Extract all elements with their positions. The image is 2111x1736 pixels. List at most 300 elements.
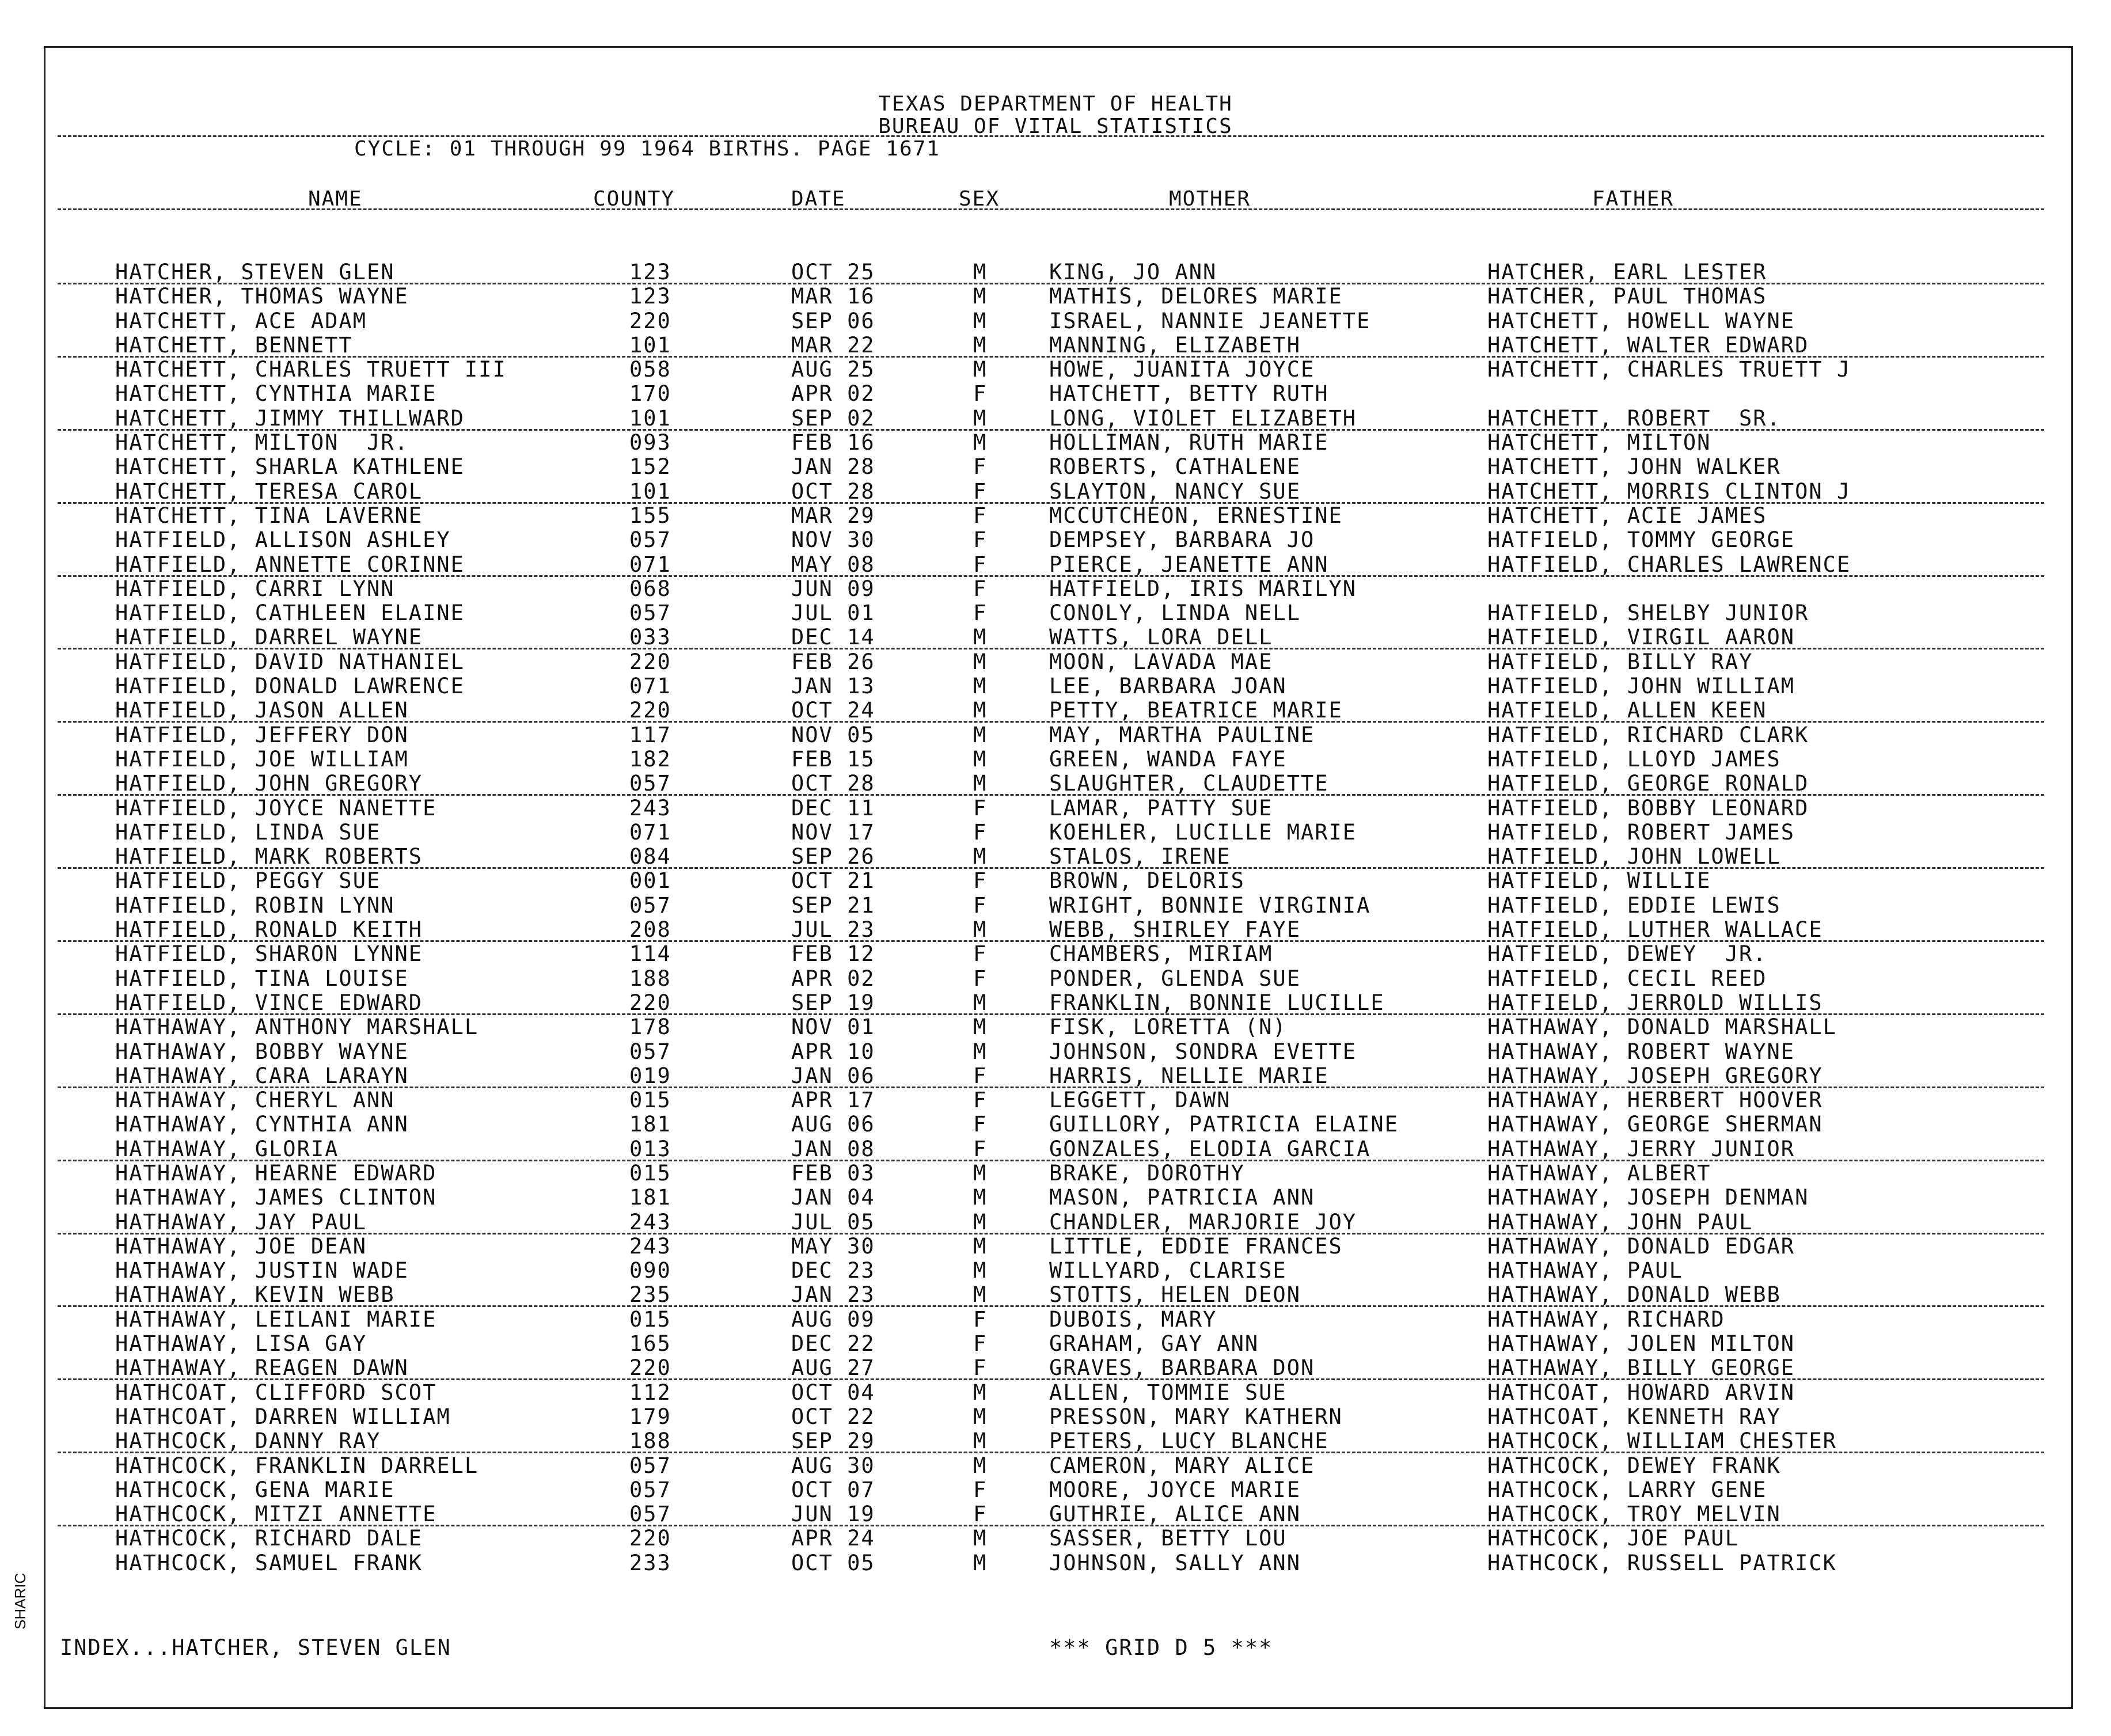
table-row [0, 602, 2111, 626]
table-row [0, 967, 2111, 992]
record-sex: M [973, 260, 988, 284]
record-father: HATHCOCK, RUSSELL PATRICK [1487, 1550, 1837, 1575]
record-county: 165 [629, 1331, 671, 1357]
record-sex: M [973, 771, 988, 796]
record-father: HATHCOCK, TROY MELVIN [1487, 1502, 1781, 1527]
record-date: OCT 21 [791, 868, 875, 894]
record-mother: PIERCE, JEANETTE ANN [1049, 552, 1329, 577]
record-name: HATCHETT, TERESA CAROL [115, 478, 423, 504]
record-sex: F [973, 1331, 988, 1357]
record-county: 101 [629, 478, 671, 504]
record-date: AUG 27 [791, 1355, 875, 1381]
record-date: SEP 21 [791, 892, 875, 918]
record-father: HATFIELD, LLOYD JAMES [1487, 746, 1781, 772]
record-name: HATFIELD, ROBIN LYNN [115, 892, 395, 918]
table-row [0, 675, 2111, 699]
record-mother: STOTTS, HELEN DEON [1049, 1282, 1301, 1308]
table-row [0, 1308, 2111, 1332]
record-father: HATHAWAY, JOSEPH DENMAN [1487, 1185, 1809, 1210]
record-sex: F [973, 966, 988, 991]
record-county: 057 [629, 601, 671, 626]
record-father: HATHAWAY, DONALD WEBB [1487, 1282, 1781, 1308]
record-father: HATCHETT, MORRIS CLINTON J [1487, 478, 1851, 504]
record-name: HATFIELD, PEGGY SUE [115, 868, 381, 894]
record-name: HATHAWAY, HEARNE EDWARD [115, 1160, 437, 1186]
table-row [0, 1357, 2111, 1381]
record-sex: M [973, 1282, 988, 1308]
record-date: JAN 28 [791, 454, 875, 480]
record-county: 057 [629, 1502, 671, 1527]
record-date: AUG 25 [791, 357, 875, 382]
record-mother: HATCHETT, BETTY RUTH [1049, 381, 1329, 407]
record-mother: WILLYARD, CLARISE [1049, 1258, 1287, 1283]
agency-title: TEXAS DEPARTMENT OF HEALTH [878, 92, 1233, 116]
record-father: HATFIELD, BOBBY LEONARD [1487, 795, 1809, 820]
record-name: HATCHETT, ACE ADAM [115, 308, 367, 333]
table-row [0, 431, 2111, 455]
record-date: APR 02 [791, 381, 875, 407]
record-sex: F [973, 601, 988, 626]
table-row [0, 310, 2111, 334]
record-name: HATHCOCK, FRANKLIN DARRELL [115, 1453, 479, 1478]
record-date: AUG 09 [791, 1306, 875, 1332]
record-sex: M [973, 1526, 988, 1551]
record-date: OCT 05 [791, 1550, 875, 1575]
table-row [0, 1016, 2111, 1040]
record-date: OCT 24 [791, 698, 875, 723]
record-mother: CONOLY, LINDA NELL [1049, 601, 1301, 626]
record-name: HATCHETT, CHARLES TRUETT III [115, 357, 507, 382]
record-county: 057 [629, 892, 671, 918]
record-date: JAN 04 [791, 1185, 875, 1210]
record-mother: MAY, MARTHA PAULINE [1049, 722, 1315, 747]
record-date: AUG 30 [791, 1453, 875, 1478]
record-name: HATCHER, THOMAS WAYNE [115, 284, 409, 309]
birth-records-table [0, 261, 2111, 1576]
record-date: MAR 16 [791, 284, 875, 309]
record-father: HATHAWAY, JOLEN MILTON [1487, 1331, 1795, 1357]
record-county: 243 [629, 1233, 671, 1259]
record-father: HATCHETT, MILTON [1487, 430, 1711, 455]
table-row [0, 1162, 2111, 1186]
table-row [0, 651, 2111, 675]
record-sex: M [973, 722, 988, 747]
table-row [0, 1138, 2111, 1162]
record-name: HATFIELD, RONALD KEITH [115, 917, 423, 943]
record-sex: M [973, 430, 988, 455]
record-name: HATFIELD, JOE WILLIAM [115, 746, 409, 772]
table-row [0, 1065, 2111, 1089]
index-footer: INDEX...HATCHER, STEVEN GLEN [60, 1635, 451, 1660]
record-name: HATHAWAY, ANTHONY MARSHALL [115, 1015, 479, 1040]
column-header-father: FATHER [1592, 187, 1675, 211]
record-date: APR 02 [791, 966, 875, 991]
record-father: HATCHER, EARL LESTER [1487, 260, 1767, 284]
table-row [0, 1089, 2111, 1113]
record-sex: M [973, 1015, 988, 1040]
record-mother: GONZALES, ELODIA GARCIA [1049, 1136, 1371, 1161]
record-mother: HOWE, JUANITA JOYCE [1049, 357, 1315, 382]
record-county: 015 [629, 1160, 671, 1186]
record-father: HATHAWAY, ROBERT WAYNE [1487, 1039, 1795, 1064]
record-county: 057 [629, 1039, 671, 1064]
record-father: HATCHETT, CHARLES TRUETT J [1487, 357, 1851, 382]
record-sex: M [973, 844, 988, 869]
record-father: HATCHETT, WALTER EDWARD [1487, 332, 1809, 358]
record-mother: DUBOIS, MARY [1049, 1306, 1217, 1332]
record-name: HATHAWAY, JAY PAUL [115, 1209, 367, 1234]
record-father: HATHAWAY, JOHN PAUL [1487, 1209, 1753, 1234]
record-date: OCT 04 [791, 1380, 875, 1405]
record-county: 220 [629, 698, 671, 723]
record-mother: JOHNSON, SONDRA EVETTE [1049, 1039, 1357, 1064]
table-row [0, 407, 2111, 431]
record-county: 057 [629, 1453, 671, 1478]
record-county: 084 [629, 844, 671, 869]
record-name: HATHCOCK, DANNY RAY [115, 1429, 381, 1454]
record-sex: M [973, 674, 988, 699]
record-sex: M [973, 308, 988, 333]
table-row [0, 1259, 2111, 1283]
record-name: HATCHETT, JIMMY THILLWARD [115, 405, 465, 431]
record-county: 181 [629, 1185, 671, 1210]
record-father: HATCHETT, HOWELL WAYNE [1487, 308, 1795, 333]
record-date: OCT 07 [791, 1477, 875, 1502]
record-father: HATFIELD, CECIL REED [1487, 966, 1767, 991]
record-date: FEB 16 [791, 430, 875, 455]
record-sex: M [973, 1233, 988, 1259]
record-name: HATHCOCK, RICHARD DALE [115, 1526, 423, 1551]
table-row [0, 261, 2111, 285]
record-name: HATFIELD, LINDA SUE [115, 819, 381, 845]
table-row [0, 918, 2111, 943]
table-row [0, 797, 2111, 821]
column-header-sex: SEX [959, 187, 1000, 211]
record-county: 123 [629, 284, 671, 309]
record-date: FEB 03 [791, 1160, 875, 1186]
record-name: HATHCOAT, DARREN WILLIAM [115, 1404, 451, 1429]
table-row [0, 845, 2111, 869]
record-sex: M [973, 357, 988, 382]
record-county: 101 [629, 332, 671, 358]
record-name: HATHCOCK, GENA MARIE [115, 1477, 395, 1502]
table-row [0, 1430, 2111, 1454]
record-mother: LEGGETT, DAWN [1049, 1088, 1231, 1113]
record-sex: F [973, 1063, 988, 1088]
record-sex: F [973, 1355, 988, 1381]
record-mother: FISK, LORETTA (N) [1049, 1015, 1287, 1040]
record-father: HATHCOCK, WILLIAM CHESTER [1487, 1429, 1837, 1454]
record-mother: ISRAEL, NANNIE JEANETTE [1049, 308, 1371, 333]
table-row [0, 382, 2111, 407]
record-father: HATCHETT, ROBERT SR. [1487, 405, 1781, 431]
record-father: HATFIELD, CHARLES LAWRENCE [1487, 552, 1851, 577]
record-sex: M [973, 1429, 988, 1454]
record-mother: CHAMBERS, MIRIAM [1049, 941, 1273, 967]
record-county: 155 [629, 503, 671, 528]
record-father: HATFIELD, EDDIE LEWIS [1487, 892, 1781, 918]
record-name: HATFIELD, JEFFERY DON [115, 722, 409, 747]
table-row [0, 821, 2111, 845]
record-father: HATCHETT, JOHN WALKER [1487, 454, 1781, 480]
record-date: MAR 22 [791, 332, 875, 358]
record-mother: CAMERON, MARY ALICE [1049, 1453, 1315, 1478]
table-row [0, 504, 2111, 529]
record-father: HATHAWAY, PAUL [1487, 1258, 1683, 1283]
record-date: DEC 23 [791, 1258, 875, 1283]
record-father: HATFIELD, JERROLD WILLIS [1487, 990, 1823, 1015]
record-sex: M [973, 1185, 988, 1210]
table-row [0, 626, 2111, 650]
table-row [0, 699, 2111, 723]
record-county: 117 [629, 722, 671, 747]
record-father: HATFIELD, VIRGIL AARON [1487, 625, 1795, 650]
record-county: 071 [629, 674, 671, 699]
record-date: SEP 06 [791, 308, 875, 333]
record-sex: M [973, 698, 988, 723]
record-mother: FRANKLIN, BONNIE LUCILLE [1049, 990, 1385, 1015]
record-county: 033 [629, 625, 671, 650]
record-sex: M [973, 917, 988, 943]
record-name: HATFIELD, DARREL WAYNE [115, 625, 423, 650]
record-mother: GUTHRIE, ALICE ANN [1049, 1502, 1301, 1527]
record-sex: F [973, 941, 988, 967]
record-father: HATHCOCK, JOE PAUL [1487, 1526, 1739, 1551]
table-row [0, 1211, 2111, 1235]
table-row [0, 578, 2111, 602]
record-sex: F [973, 1306, 988, 1332]
table-row [0, 1040, 2111, 1065]
column-header-mother: MOTHER [1169, 187, 1251, 211]
record-mother: WATTS, LORA DELL [1049, 625, 1273, 650]
record-father: HATHCOAT, HOWARD ARVIN [1487, 1380, 1795, 1405]
record-date: FEB 26 [791, 649, 875, 674]
table-row [0, 1454, 2111, 1479]
record-mother: KING, JO ANN [1049, 260, 1217, 284]
record-father: HATFIELD, WILLIE [1487, 868, 1711, 894]
record-father: HATFIELD, TOMMY GEORGE [1487, 527, 1795, 553]
table-row [0, 334, 2111, 358]
record-name: HATCHETT, MILTON JR. [115, 430, 409, 455]
record-name: HATHCOCK, SAMUEL FRANK [115, 1550, 423, 1575]
column-header-rule [58, 208, 2044, 210]
record-county: 233 [629, 1550, 671, 1575]
record-sex: M [973, 1209, 988, 1234]
record-county: 057 [629, 1477, 671, 1502]
record-father: HATHAWAY, BILLY GEORGE [1487, 1355, 1795, 1381]
table-row [0, 1527, 2111, 1551]
column-header-name: NAME [308, 187, 363, 211]
record-mother: GUILLORY, PATRICIA ELAINE [1049, 1112, 1399, 1137]
record-father: HATHCOCK, LARRY GENE [1487, 1477, 1767, 1502]
record-mother: LONG, VIOLET ELIZABETH [1049, 405, 1357, 431]
record-name: HATHAWAY, LEILANI MARIE [115, 1306, 437, 1332]
record-mother: SASSER, BETTY LOU [1049, 1526, 1287, 1551]
record-father: HATHCOCK, DEWEY FRANK [1487, 1453, 1781, 1478]
record-sex: F [973, 1477, 988, 1502]
record-mother: SLAUGHTER, CLAUDETTE [1049, 771, 1329, 796]
record-county: 179 [629, 1404, 671, 1429]
record-county: 152 [629, 454, 671, 480]
table-row [0, 553, 2111, 578]
record-date: APR 24 [791, 1526, 875, 1551]
record-sex: M [973, 1453, 988, 1478]
record-date: JUL 01 [791, 601, 875, 626]
record-mother: HOLLIMAN, RUTH MARIE [1049, 430, 1329, 455]
record-mother: PONDER, GLENDA SUE [1049, 966, 1301, 991]
record-sex: F [973, 819, 988, 845]
record-county: 015 [629, 1088, 671, 1113]
record-sex: F [973, 527, 988, 553]
grid-footer: *** GRID D 5 *** [1049, 1635, 1273, 1660]
record-county: 220 [629, 990, 671, 1015]
record-mother: HARRIS, NELLIE MARIE [1049, 1063, 1329, 1088]
record-sex: F [973, 503, 988, 528]
table-row [0, 748, 2111, 772]
record-date: NOV 17 [791, 819, 875, 845]
record-county: 057 [629, 771, 671, 796]
record-sex: M [973, 746, 988, 772]
record-name: HATHCOAT, CLIFFORD SCOT [115, 1380, 437, 1405]
record-father: HATHCOAT, KENNETH RAY [1487, 1404, 1781, 1429]
record-mother: MOON, LAVADA MAE [1049, 649, 1273, 674]
record-mother: PETTY, BEATRICE MARIE [1049, 698, 1343, 723]
record-date: DEC 14 [791, 625, 875, 650]
record-date: JUL 23 [791, 917, 875, 943]
record-sex: M [973, 405, 988, 431]
record-date: OCT 22 [791, 1404, 875, 1429]
record-county: 235 [629, 1282, 671, 1308]
record-date: SEP 26 [791, 844, 875, 869]
record-mother: SLAYTON, NANCY SUE [1049, 478, 1301, 504]
record-county: 178 [629, 1015, 671, 1040]
table-row [0, 1552, 2111, 1576]
record-county: 093 [629, 430, 671, 455]
record-date: NOV 05 [791, 722, 875, 747]
column-header-county: COUNTY [593, 187, 675, 211]
table-row [0, 772, 2111, 796]
record-mother: BROWN, DELORIS [1049, 868, 1245, 894]
record-county: 101 [629, 405, 671, 431]
record-mother: ALLEN, TOMMIE SUE [1049, 1380, 1287, 1405]
record-name: HATFIELD, ALLISON ASHLEY [115, 527, 451, 553]
record-date: JUN 09 [791, 576, 875, 601]
record-name: HATHAWAY, REAGEN DAWN [115, 1355, 409, 1381]
record-sex: F [973, 454, 988, 480]
table-row [0, 869, 2111, 894]
record-father: HATFIELD, ROBERT JAMES [1487, 819, 1795, 845]
table-row [0, 1503, 2111, 1527]
record-sex: F [973, 1136, 988, 1161]
record-name: HATHAWAY, JUSTIN WADE [115, 1258, 409, 1283]
record-date: DEC 11 [791, 795, 875, 820]
record-mother: LEE, BARBARA JOAN [1049, 674, 1287, 699]
record-county: 220 [629, 649, 671, 674]
record-sex: M [973, 649, 988, 674]
table-row [0, 455, 2111, 480]
table-row [0, 1405, 2111, 1430]
table-row [0, 480, 2111, 504]
record-name: HATFIELD, TINA LOUISE [115, 966, 409, 991]
record-name: HATCHETT, CYNTHIA MARIE [115, 381, 437, 407]
record-father: HATHAWAY, JERRY JUNIOR [1487, 1136, 1795, 1161]
record-name: HATFIELD, CARRI LYNN [115, 576, 395, 601]
record-date: JUL 05 [791, 1209, 875, 1234]
record-name: HATHAWAY, GLORIA [115, 1136, 339, 1161]
record-date: DEC 22 [791, 1331, 875, 1357]
record-father: HATHAWAY, RICHARD [1487, 1306, 1725, 1332]
table-row [0, 1479, 2111, 1503]
record-county: 013 [629, 1136, 671, 1161]
record-mother: JOHNSON, SALLY ANN [1049, 1550, 1301, 1575]
record-mother: DEMPSEY, BARBARA JO [1049, 527, 1315, 553]
record-sex: M [973, 284, 988, 309]
record-date: JUN 19 [791, 1502, 875, 1527]
record-county: 071 [629, 552, 671, 577]
record-sex: F [973, 576, 988, 601]
table-row [0, 1332, 2111, 1357]
record-mother: KOEHLER, LUCILLE MARIE [1049, 819, 1357, 845]
margin-stamp: SHARIC [12, 1572, 29, 1629]
record-county: 188 [629, 966, 671, 991]
table-row [0, 358, 2111, 382]
record-sex: F [973, 552, 988, 577]
record-name: HATHAWAY, BOBBY WAYNE [115, 1039, 409, 1064]
record-date: OCT 28 [791, 478, 875, 504]
record-county: 058 [629, 357, 671, 382]
record-father: HATHAWAY, ALBERT [1487, 1160, 1711, 1186]
record-sex: F [973, 478, 988, 504]
record-father: HATHAWAY, DONALD MARSHALL [1487, 1015, 1837, 1040]
record-name: HATFIELD, DONALD LAWRENCE [115, 674, 465, 699]
record-date: JAN 08 [791, 1136, 875, 1161]
table-row [0, 1113, 2111, 1137]
record-father: HATFIELD, SHELBY JUNIOR [1487, 601, 1809, 626]
record-name: HATFIELD, ANNETTE CORINNE [115, 552, 465, 577]
record-name: HATCHER, STEVEN GLEN [115, 260, 395, 284]
record-sex: M [973, 1550, 988, 1575]
record-sex: F [973, 795, 988, 820]
record-date: OCT 25 [791, 260, 875, 284]
record-county: 182 [629, 746, 671, 772]
record-sex: M [973, 990, 988, 1015]
record-mother: MOORE, JOYCE MARIE [1049, 1477, 1301, 1502]
record-date: SEP 29 [791, 1429, 875, 1454]
record-county: 220 [629, 308, 671, 333]
record-name: HATFIELD, MARK ROBERTS [115, 844, 423, 869]
record-sex: F [973, 1112, 988, 1137]
record-date: JAN 13 [791, 674, 875, 699]
record-county: 057 [629, 527, 671, 553]
record-mother: MATHIS, DELORES MARIE [1049, 284, 1343, 309]
record-father: HATFIELD, JOHN WILLIAM [1487, 674, 1795, 699]
table-row [0, 894, 2111, 918]
table-row [0, 285, 2111, 309]
record-date: NOV 30 [791, 527, 875, 553]
record-county: 068 [629, 576, 671, 601]
record-mother: WEBB, SHIRLEY FAYE [1049, 917, 1301, 943]
column-header-date: DATE [791, 187, 846, 211]
record-mother: PRESSON, MARY KATHERN [1049, 1404, 1343, 1429]
record-father: HATCHER, PAUL THOMAS [1487, 284, 1767, 309]
record-sex: F [973, 1088, 988, 1113]
record-name: HATFIELD, JASON ALLEN [115, 698, 409, 723]
record-father: HATFIELD, LUTHER WALLACE [1487, 917, 1823, 943]
record-date: SEP 19 [791, 990, 875, 1015]
record-mother: STALOS, IRENE [1049, 844, 1231, 869]
record-mother: GRAHAM, GAY ANN [1049, 1331, 1259, 1357]
record-date: MAY 08 [791, 552, 875, 577]
